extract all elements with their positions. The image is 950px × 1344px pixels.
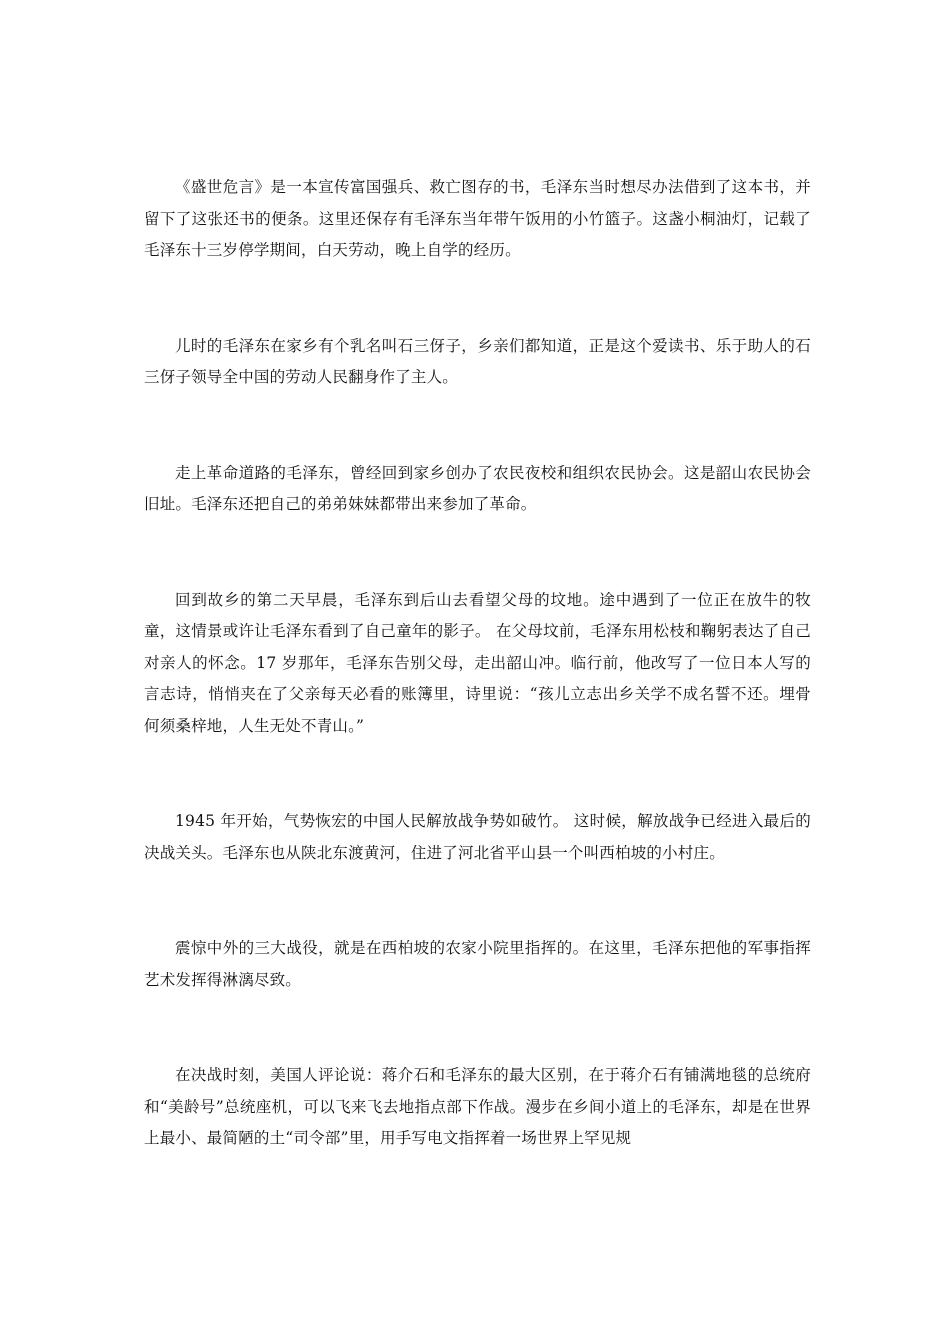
document-body: [144, 172, 811, 1219]
paragraph-decisive-battle: 在决战时刻，美国人评论说：蒋介石和毛泽东的最大区别，在于蒋介石有铺满地毯的总统府和“美龄号”总统座机，可以飞来飞去地指点部下作战。漫步在乡间小道上的毛泽东，却是在世界上最小、最简陋的土“司令部”里，用手写电文指挥着一场世界上罕见规: [144, 1066, 811, 1147]
paragraph-liberation-war: 1945 年开始，气势恢宏的中国人民解放战争势如破竹。 这时候，解放战争已经进入最后的决战关头。毛泽东也从陕北东渡黄河，住进了河北省平山县一个叫西柏坡的小村庄。: [144, 812, 811, 862]
paragraph-peasant-association: 走上革命道路的毛泽东，曾经回到家乡创办了农民夜校和组织农民协会。这是韶山农民协会旧址。毛泽东还把自己的弟弟妹妹都带出来参加了革命。: [144, 463, 811, 513]
paragraph-childhood-nickname: 儿时的毛泽东在家乡有个乳名叫石三伢子，乡亲们都知道，正是这个爱读书、乐于助人的石三伢子领导全中国的劳动人民翻身作了主人。: [144, 336, 811, 386]
paragraph-return-hometown: 回到故乡的第二天早晨，毛泽东到后山去看望父母的坟地。途中遇到了一位正在放牛的牧童，这情景或许让毛泽东看到了自己童年的影子。 在父母坟前，毛泽东用松枝和鞠躬表达了自己对亲人的怀念。17 岁那年，毛泽东告别父母，走出韶山冲。临行前，他改写了一位日本人写的言志诗，悄悄夹在了父亲每天必看的账簿里，诗里说：“孩儿立志出乡关学不成名誓不还。埋骨何须桑梓地，人生无处不青山。”: [144, 590, 811, 735]
paragraph-three-campaigns: 震惊中外的三大战役，就是在西柏坡的农家小院里指挥的。在这里，毛泽东把他的军事指挥艺术发挥得淋漓尽致。: [144, 939, 811, 989]
paragraph-shengshi-weiyan: 《盛世危言》是一本宣传富国强兵、救亡图存的书，毛泽东当时想尽办法借到了这本书，并留下了这张还书的便条。这里还保存有毛泽东当年带午饭用的小竹篮子。这盏小桐油灯，记载了毛泽东十三岁停学期间，白天劳动，晚上自学的经历。: [144, 178, 811, 259]
